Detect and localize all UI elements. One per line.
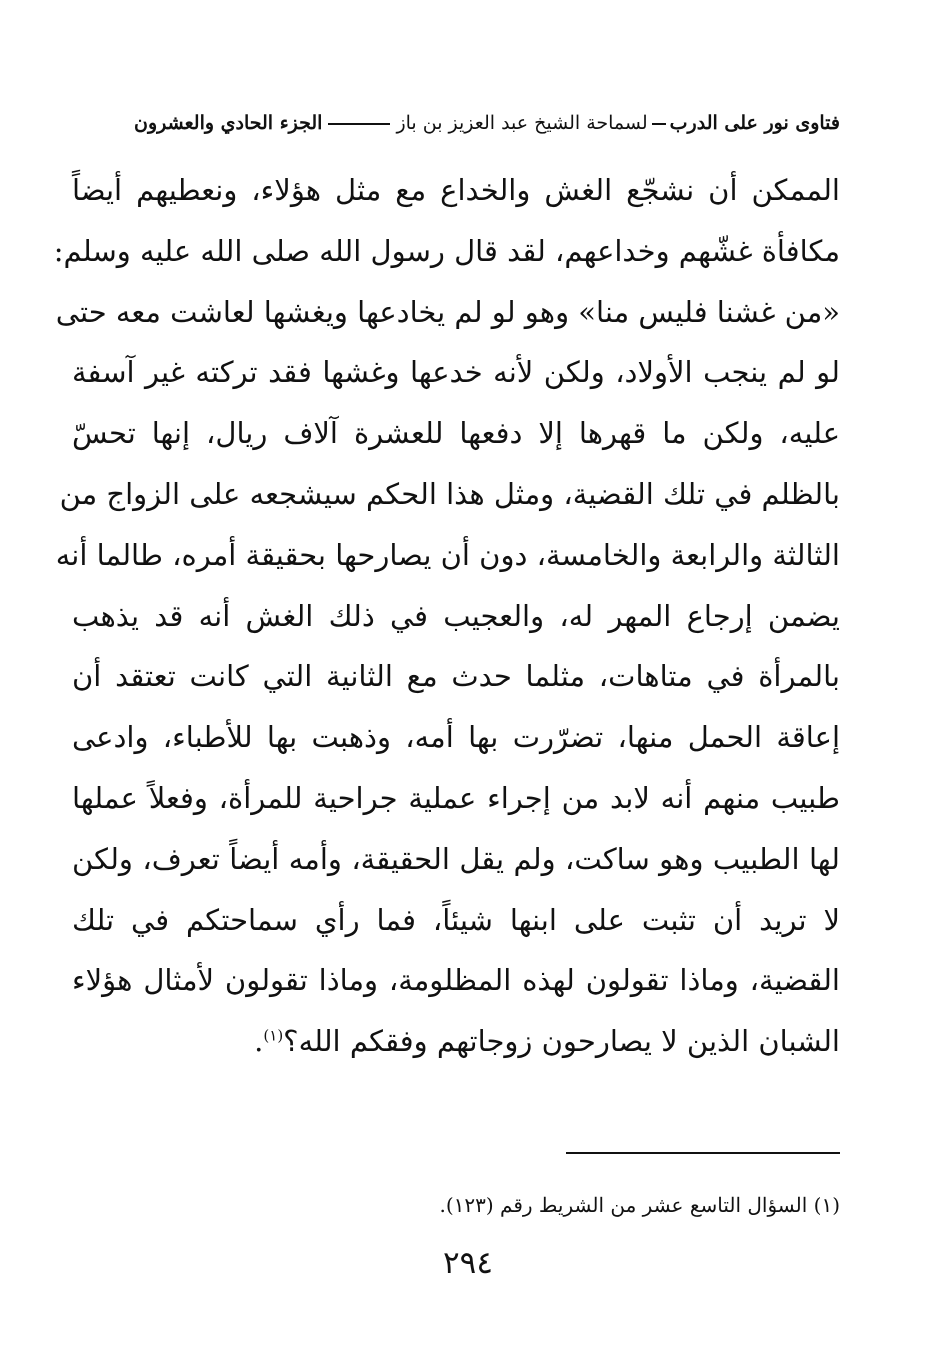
- author-name: لسماحة الشيخ عبد العزيز بن باز: [396, 112, 648, 134]
- body-line: لا تريد أن تثبت على ابنها شيئاً، فما رأي سماحتكم في تلك: [72, 902, 840, 937]
- body-line: لها الطبيب وهو ساكت، ولم يقل الحقيقة، وأمه أيضاً تعرف، ولكن: [72, 841, 840, 876]
- footnote-reference[interactable]: (١): [263, 1026, 284, 1045]
- end-punctuation: .: [254, 1024, 264, 1059]
- body-line: طبيب منهم أنه لابد من إجراء عملية جراحية للمرأة، وفعلاً عملها: [72, 780, 840, 815]
- last-line-text: الشبان الذين لا يصارحون زوجاتهم وفقكم الله؟: [283, 1024, 840, 1059]
- body-line: بالمرأة في متاهات، مثلما حدث مع الثانية التي كانت تعتقد أن: [72, 659, 840, 694]
- volume-label: الجزء الحادي والعشرون: [134, 112, 323, 134]
- body-line: مكافأة غشّهم وخداعهم، لقد قال رسول الله صلى الله عليه وسلم:: [53, 233, 840, 268]
- body-line: عليه، ولكن ما قهرها إلا دفعها للعشرة آلاف ريال، إنها تحسّ: [72, 416, 840, 451]
- header-dash-long: [328, 123, 390, 125]
- header-dash-short: [652, 123, 666, 125]
- body-line: بالظلم في تلك القضية، ومثل هذا الحكم سيشجعه على الزواج من: [59, 476, 840, 511]
- body-text: [53, 160, 840, 1072]
- body-line: إعاقة الحمل منها، تضرّرت بها أمه، وذهبت بها للأطباء، وادعى: [72, 720, 840, 755]
- body-line: «من غشنا فليس منا» وهو لو لم يخادعها ويغشها لعاشت معه حتى: [55, 294, 840, 329]
- footnote-separator: [566, 1152, 840, 1154]
- running-header: [60, 108, 840, 138]
- body-line: لو لم ينجب الأولاد، ولكن لأنه خدعها وغشها فقد تركته غير آسفة: [72, 355, 840, 390]
- body-line: القضية، وماذا تقولون لهذه المظلومة، وماذا تقولون لأمثال هؤلاء: [72, 963, 840, 998]
- footnote: (١) السؤال التاسع عشر من الشريط رقم (١٢٣).: [439, 1193, 840, 1217]
- body-line-last: [72, 1011, 840, 1072]
- book-title: فتاوى نور على الدرب: [669, 112, 840, 134]
- body-line: الممكن أن نشجّع الغش والخداع مع مثل هؤلاء، ونعطيهم أيضاً: [72, 173, 840, 207]
- body-line: يضمن إرجاع المهر له، والعجيب في ذلك الغش أنه قد يذهب: [72, 598, 840, 633]
- page-number: ٢٩٤: [443, 1245, 493, 1281]
- body-line: الثالثة والرابعة والخامسة، دون أن يصارحها بحقيقة أمره، طالما أنه: [55, 537, 840, 572]
